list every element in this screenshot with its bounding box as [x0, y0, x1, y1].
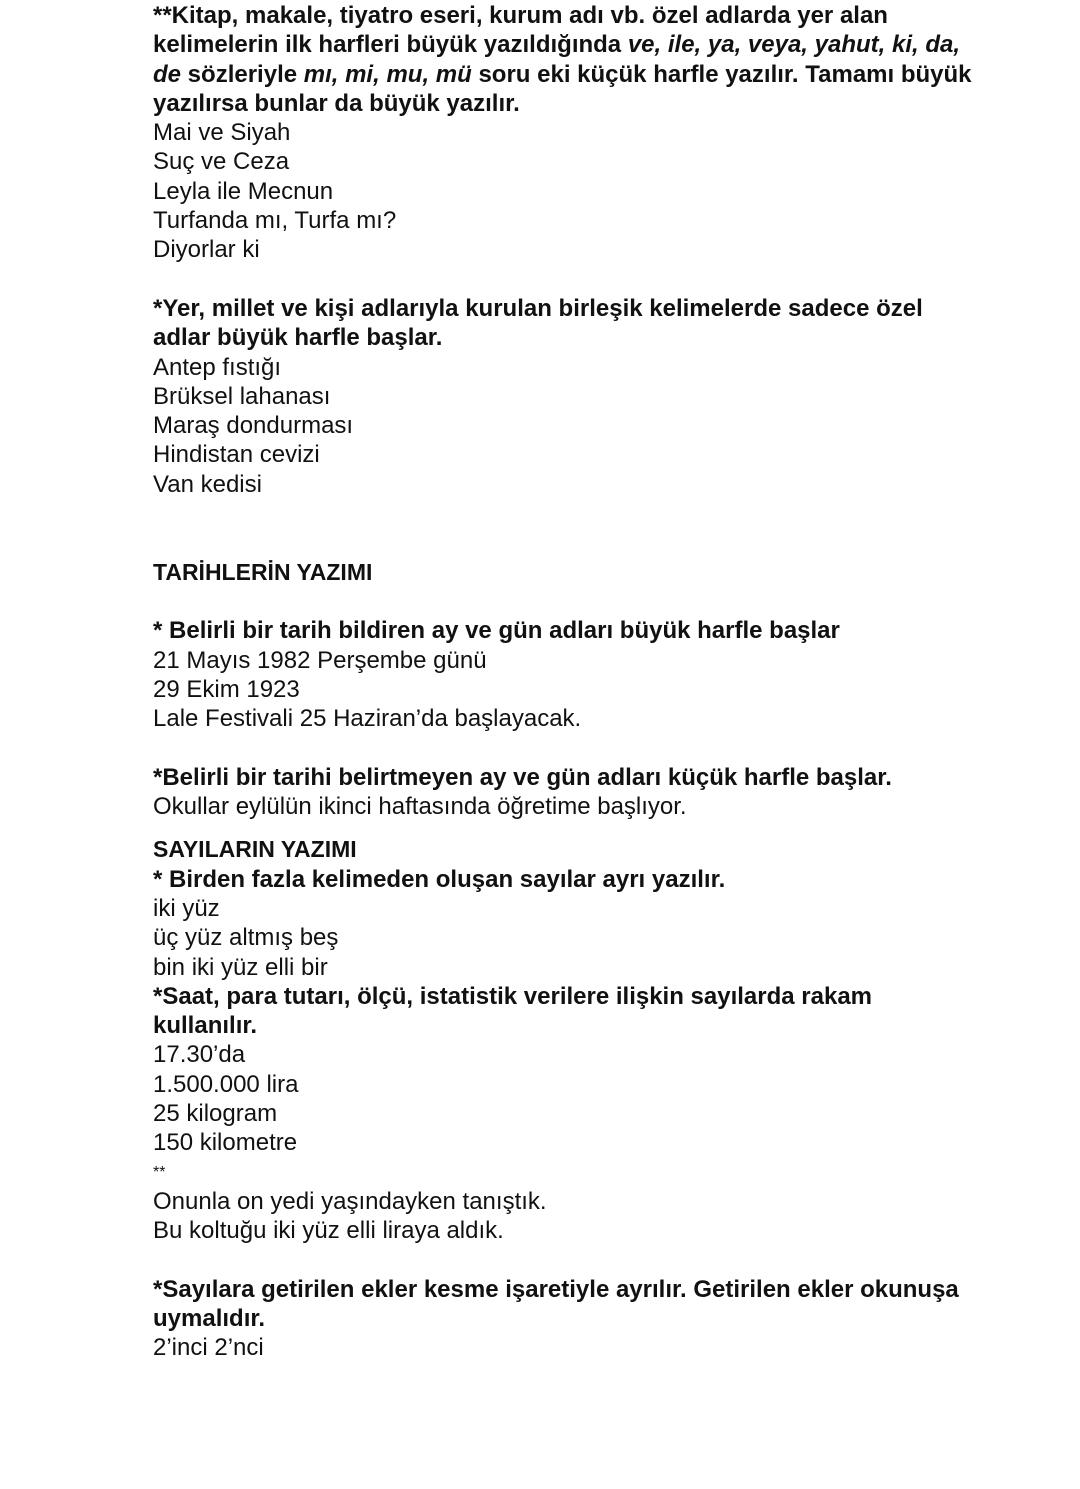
example-line: Suç ve Ceza [153, 148, 290, 176]
example-line: 1.500.000 lira [153, 1070, 299, 1098]
example-line: Okullar eylülün ikinci haftasında öğretime başlıyor. [153, 793, 687, 821]
example-line: 21 Mayıs 1982 Perşembe günü [153, 646, 487, 674]
rule-text: yazılırsa bunlar da büyük yazılır. [153, 89, 520, 117]
rule-text: *Yer, millet ve kişi adlarıyla kurulan birleşik kelimelerde sadece özel [153, 294, 923, 322]
rule-text: *Sayılara getirilen ekler kesme işaretiyle ayrılır. Getirilen ekler okunuşa [153, 1275, 959, 1303]
section-numbers [153, 835, 1033, 1362]
section-heading: TARİHLERİN YAZIMI [153, 558, 373, 585]
example-line: Hindistan cevizi [153, 441, 320, 469]
rule-text: *Belirli bir tarihi belirtmeyen ay ve gün adları küçük harfle başlar. [153, 763, 892, 791]
example-line: 2’inci 2’nci [153, 1334, 264, 1362]
rule-text: * Belirli bir tarih bildiren ay ve gün adları büyük harfle başlar [153, 617, 840, 645]
example-line: üç yüz altmış beş [153, 924, 339, 952]
example-line: 150 kilometre [153, 1129, 298, 1157]
example-line: Bu koltuğu iki yüz elli liraya aldık. [153, 1217, 504, 1245]
example-line: Lale Festivali 25 Haziran’da başlayacak. [153, 705, 582, 733]
example-line: Onunla on yedi yaşındayken tanıştık. [153, 1187, 547, 1215]
section-compound-names-rule [153, 294, 1033, 499]
example-line: Diyorlar ki [153, 236, 260, 264]
example-line: Brüksel lahanası [153, 382, 331, 410]
rule-text: de sözleriyle mı, mi, mu, mü soru eki küçük harfle yazılır. Tamamı büyük [153, 60, 972, 88]
rule-text: *Saat, para tutarı, ölçü, istatistik verilere ilişkin sayılarda rakam [153, 982, 873, 1010]
example-line: 17.30’da [153, 1041, 246, 1069]
example-line: Mai ve Siyah [153, 119, 291, 147]
rule-text: **Kitap, makale, tiyatro eseri, kurum adı vb. özel adlarda yer alan [153, 2, 888, 29]
double-asterisk-marker: ** [153, 1163, 166, 1181]
example-line: bin iki yüz elli bir [153, 953, 328, 981]
rule-text: adlar büyük harfle başlar. [153, 324, 443, 352]
section-proper-names-rule [153, 0, 1033, 265]
rule-text: * Birden fazla kelimeden oluşan sayılar ayrı yazılır. [153, 865, 726, 893]
example-line: iki yüz [153, 894, 220, 922]
example-line: 29 Ekim 1923 [153, 675, 300, 703]
section-heading: SAYILARIN YAZIMI [153, 836, 357, 863]
example-line: Leyla ile Mecnun [153, 177, 334, 205]
example-line: 25 kilogram [153, 1099, 278, 1127]
rule-text: kelimelerin ilk harfleri büyük yazıldığında ve, ile, ya, veya, yahut, ki, da, [153, 31, 961, 59]
example-line: Antep fıstığı [153, 353, 282, 381]
section-dates [153, 558, 1033, 822]
document-page [153, 0, 1033, 1363]
example-line: Maraş dondurması [153, 412, 354, 440]
rule-text: uymalıdır. [153, 1305, 266, 1333]
example-line: Turfanda mı, Turfa mı? [153, 207, 397, 235]
example-line: Van kedisi [153, 470, 262, 498]
rule-text: kullanılır. [153, 1012, 258, 1040]
